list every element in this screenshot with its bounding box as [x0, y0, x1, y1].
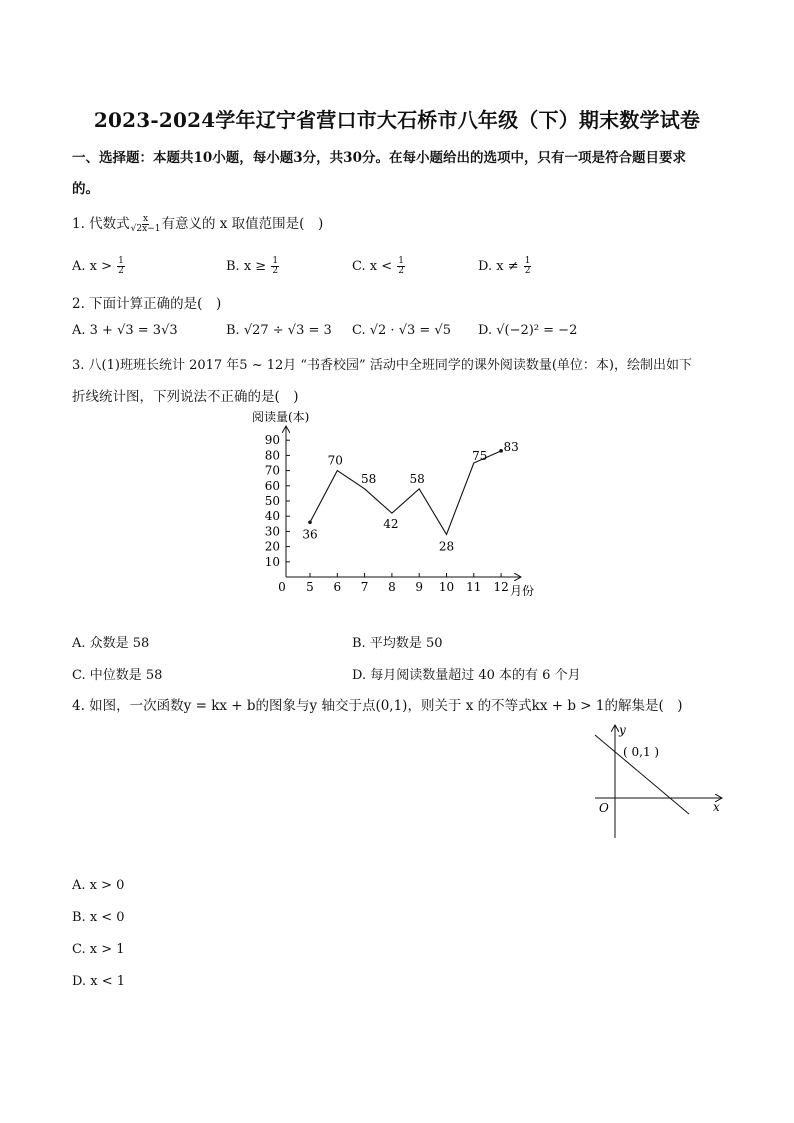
data-point [499, 449, 503, 453]
half-num: 1 [398, 256, 404, 266]
q3-option-b: B. 平均数是 50 [352, 636, 443, 651]
data-label: 42 [383, 517, 399, 532]
x-tick-label: 5 [306, 580, 314, 594]
half-num: 1 [118, 256, 124, 266]
y-tick-label: 80 [264, 448, 280, 463]
data-label: 36 [302, 527, 318, 542]
q2-option-a: A. 3 + √3 = 3√3 [72, 323, 178, 338]
y-tick-label: 30 [264, 524, 280, 539]
graph-point-label: ( 0,1 ) [623, 745, 660, 759]
x-tick-label: 10 [438, 580, 455, 594]
x-axis-label: 月份 [510, 584, 535, 598]
y-tick-label: 10 [264, 554, 280, 569]
graph-x-label: x [713, 800, 720, 814]
y-tick-label: 20 [264, 539, 280, 554]
x-tick-label: 0 [278, 580, 286, 594]
data-label: 58 [409, 471, 425, 486]
q3-option-a: A. 众数是 58 [72, 636, 150, 651]
q1-frac-den: √2x−1 [130, 224, 161, 234]
q1-option-c-label: C. x < [352, 259, 393, 274]
q1-prefix: 1. 代数式 [72, 216, 130, 232]
question-4: 4. 如图，一次函数y = kx + b的图象与y 轴交于点(0,1)，则关于 x 的不等式kx + b > 1的解集是( ) [72, 698, 683, 714]
data-label: 70 [327, 453, 343, 468]
section-heading-cont: 的。 [72, 181, 99, 197]
q4-option-d: D. x < 1 [72, 974, 125, 989]
section-heading: 一、选择题：本题共10小题，每小题3分，共30分。在每小题给出的选项中，只有一项是符合题目要求 [72, 150, 686, 166]
q1-frac-num: x [143, 214, 149, 224]
y-tick-label: 60 [264, 478, 280, 493]
y-tick-label: 40 [264, 509, 280, 524]
q1-suffix: 有意义的 x 取值范围是( ) [161, 216, 324, 232]
q4-option-b: B. x < 0 [72, 910, 125, 925]
data-label: 58 [360, 471, 377, 486]
q1-option-a-label: A. x > [72, 259, 113, 274]
x-tick-label: 8 [388, 580, 396, 594]
linear-function-graph [585, 718, 730, 843]
x-tick-label: 9 [415, 580, 424, 594]
q1-option-b-label: B. x ≥ [226, 259, 267, 274]
x-tick-label: 12 [493, 580, 509, 594]
q3-option-c: C. 中位数是 58 [72, 668, 163, 683]
q4-option-a: A. x > 0 [72, 878, 125, 893]
reading-line-chart [240, 405, 550, 605]
q3-option-d: D. 每月阅读数量超过 40 本的有 6 个月 [352, 668, 581, 683]
y-axis-label: 阅读量(本) [252, 410, 310, 424]
q1-fraction [131, 215, 161, 234]
y-tick-label: 70 [264, 463, 280, 478]
data-label: 28 [438, 539, 455, 554]
half-num: 1 [272, 256, 279, 266]
question-3-cont: 折线统计图，下列说法不正确的是( ) [72, 389, 299, 405]
q1-option-a [72, 257, 126, 276]
page-title: 2023-2024学年辽宁省营口市大石桥市八年级（下）期末数学试卷 [93, 108, 701, 132]
graph-y-label: y [619, 723, 626, 737]
half-den: 2 [524, 266, 531, 276]
x-tick-label: 11 [466, 580, 482, 594]
chart-canvas [240, 405, 550, 605]
graph-origin-label: O [599, 801, 609, 815]
q1-option-c [352, 257, 406, 276]
q1-option-d-label: D. x ≠ [478, 259, 519, 274]
question-1 [72, 212, 323, 234]
q4-option-c: C. x > 1 [72, 942, 125, 957]
data-label: 83 [503, 439, 519, 454]
x-tick-label: 7 [360, 580, 369, 594]
half-num: 1 [524, 256, 531, 266]
q1-option-b [226, 257, 280, 276]
x-tick-label: 6 [333, 580, 342, 594]
q2-option-d: D. √(−2)² = −2 [478, 323, 578, 338]
question-3: 3. 八(1)班班长统计 2017 年5 ~ 12月 “书香校园” 活动中全班同学的课外阅读数量(单位：本)，绘制出如下 [72, 358, 692, 373]
data-point [308, 520, 312, 524]
y-tick-label: 90 [264, 433, 280, 448]
half-den: 2 [118, 266, 124, 276]
half-den: 2 [398, 266, 404, 276]
q2-option-c: C. √2 · √3 = √5 [352, 323, 451, 338]
half-den: 2 [272, 266, 279, 276]
q1-option-d [478, 257, 532, 276]
question-2: 2. 下面计算正确的是( ) [72, 296, 222, 312]
y-tick-label: 50 [264, 494, 280, 508]
data-label: 75 [472, 449, 488, 463]
q2-option-b: B. √27 ÷ √3 = 3 [226, 323, 332, 338]
